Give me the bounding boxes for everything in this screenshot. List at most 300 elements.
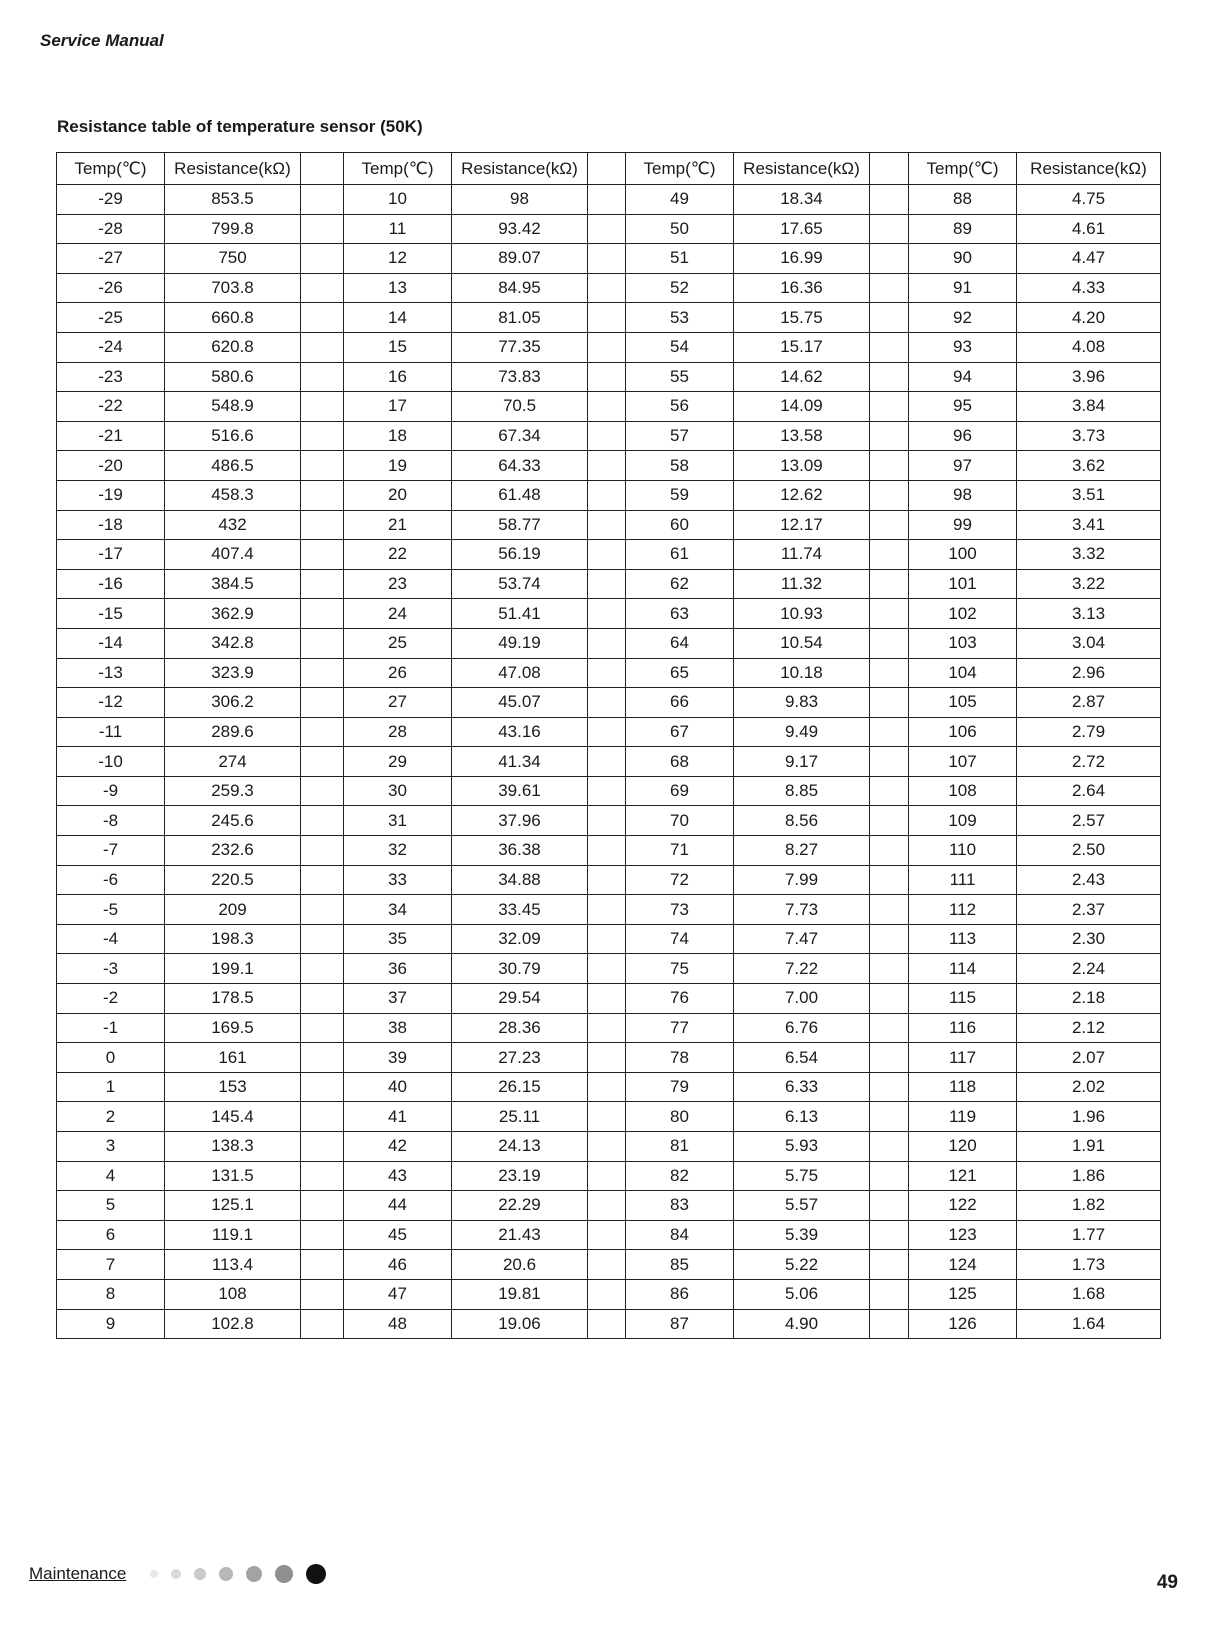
spacer-cell <box>870 362 909 392</box>
spacer-cell <box>588 1072 626 1102</box>
resistance-cell: 22.29 <box>452 1191 588 1221</box>
spacer-cell <box>870 806 909 836</box>
resistance-cell: 23.19 <box>452 1161 588 1191</box>
temp-cell: 6 <box>57 1220 165 1250</box>
resistance-cell: 13.09 <box>734 451 870 481</box>
resistance-cell: 6.33 <box>734 1072 870 1102</box>
spacer-cell <box>588 303 626 333</box>
resistance-cell: 4.75 <box>1017 185 1161 215</box>
resistance-cell: 3.13 <box>1017 599 1161 629</box>
temp-cell: 61 <box>626 540 734 570</box>
resistance-cell: 432 <box>165 510 301 540</box>
table-row <box>57 1279 1161 1309</box>
temp-cell: 106 <box>909 717 1017 747</box>
spacer-cell <box>588 569 626 599</box>
spacer-cell <box>588 332 626 362</box>
temp-cell: 25 <box>344 628 452 658</box>
temp-cell: 77 <box>626 1013 734 1043</box>
table-row <box>57 480 1161 510</box>
table-row <box>57 658 1161 688</box>
temp-cell: 50 <box>626 214 734 244</box>
table-row <box>57 540 1161 570</box>
resistance-cell: 131.5 <box>165 1161 301 1191</box>
temp-cell: 84 <box>626 1220 734 1250</box>
spacer-cell <box>588 362 626 392</box>
table-row <box>57 303 1161 333</box>
table-row <box>57 362 1161 392</box>
spacer-cell <box>588 688 626 718</box>
temp-cell: 34 <box>344 895 452 925</box>
table-row <box>57 895 1161 925</box>
temp-cell: 47 <box>344 1279 452 1309</box>
spacer-cell <box>870 303 909 333</box>
resistance-cell: 153 <box>165 1072 301 1102</box>
resistance-cell: 17.65 <box>734 214 870 244</box>
resistance-header: Resistance(kΩ) <box>734 153 870 185</box>
spacer-cell <box>870 392 909 422</box>
resistance-cell: 3.51 <box>1017 480 1161 510</box>
spacer-cell <box>301 599 344 629</box>
resistance-cell: 4.90 <box>734 1309 870 1339</box>
temp-cell: 15 <box>344 332 452 362</box>
temp-cell: -29 <box>57 185 165 215</box>
spacer-cell <box>870 836 909 866</box>
resistance-cell: 516.6 <box>165 421 301 451</box>
temp-header: Temp(℃) <box>626 153 734 185</box>
resistance-cell: 2.79 <box>1017 717 1161 747</box>
temp-cell: 63 <box>626 599 734 629</box>
temp-cell: 56 <box>626 392 734 422</box>
resistance-cell: 9.49 <box>734 717 870 747</box>
spacer-cell <box>301 185 344 215</box>
temp-cell: 88 <box>909 185 1017 215</box>
table-row <box>57 392 1161 422</box>
resistance-cell: 41.34 <box>452 747 588 777</box>
table-row <box>57 806 1161 836</box>
spacer-cell <box>870 747 909 777</box>
spacer-cell <box>870 984 909 1014</box>
table-row <box>57 1072 1161 1102</box>
resistance-cell: 4.47 <box>1017 244 1161 274</box>
table-row <box>57 451 1161 481</box>
temp-cell: 38 <box>344 1013 452 1043</box>
resistance-cell: 169.5 <box>165 1013 301 1043</box>
temp-cell: 82 <box>626 1161 734 1191</box>
resistance-cell: 6.13 <box>734 1102 870 1132</box>
temp-cell: -5 <box>57 895 165 925</box>
table-row <box>57 1191 1161 1221</box>
temp-cell: 53 <box>626 303 734 333</box>
spacer-cell <box>588 153 626 185</box>
temp-cell: 113 <box>909 924 1017 954</box>
temp-cell: -18 <box>57 510 165 540</box>
temp-cell: 109 <box>909 806 1017 836</box>
resistance-cell: 77.35 <box>452 332 588 362</box>
table-row <box>57 984 1161 1014</box>
temp-cell: 100 <box>909 540 1017 570</box>
resistance-cell: 1.68 <box>1017 1279 1161 1309</box>
spacer-cell <box>870 1132 909 1162</box>
resistance-cell: 2.18 <box>1017 984 1161 1014</box>
temp-cell: 101 <box>909 569 1017 599</box>
progress-dot-icon <box>306 1564 326 1584</box>
spacer-cell <box>301 1072 344 1102</box>
resistance-cell: 5.93 <box>734 1132 870 1162</box>
resistance-cell: 3.04 <box>1017 628 1161 658</box>
temp-cell: 49 <box>626 185 734 215</box>
spacer-cell <box>588 658 626 688</box>
table-row <box>57 332 1161 362</box>
spacer-cell <box>301 1279 344 1309</box>
resistance-cell: 2.96 <box>1017 658 1161 688</box>
temp-cell: 91 <box>909 273 1017 303</box>
progress-dot-icon <box>219 1567 233 1581</box>
progress-dot-icon <box>246 1566 262 1582</box>
temp-cell: 23 <box>344 569 452 599</box>
resistance-cell: 61.48 <box>452 480 588 510</box>
table-row <box>57 1102 1161 1132</box>
spacer-cell <box>870 1013 909 1043</box>
spacer-cell <box>301 244 344 274</box>
spacer-cell <box>588 1279 626 1309</box>
resistance-cell: 108 <box>165 1279 301 1309</box>
resistance-cell: 7.00 <box>734 984 870 1014</box>
resistance-cell: 660.8 <box>165 303 301 333</box>
temp-cell: 3 <box>57 1132 165 1162</box>
temp-cell: -16 <box>57 569 165 599</box>
spacer-cell <box>870 628 909 658</box>
resistance-cell: 9.83 <box>734 688 870 718</box>
temp-cell: 52 <box>626 273 734 303</box>
resistance-cell: 3.96 <box>1017 362 1161 392</box>
table-row <box>57 185 1161 215</box>
resistance-cell: 93.42 <box>452 214 588 244</box>
resistance-cell: 620.8 <box>165 332 301 362</box>
resistance-cell: 12.17 <box>734 510 870 540</box>
temp-cell: 87 <box>626 1309 734 1339</box>
spacer-cell <box>301 569 344 599</box>
spacer-cell <box>301 865 344 895</box>
table-row <box>57 510 1161 540</box>
temp-cell: 44 <box>344 1191 452 1221</box>
resistance-cell: 53.74 <box>452 569 588 599</box>
resistance-cell: 5.06 <box>734 1279 870 1309</box>
spacer-cell <box>588 1102 626 1132</box>
resistance-cell: 49.19 <box>452 628 588 658</box>
temp-cell: 43 <box>344 1161 452 1191</box>
resistance-cell: 232.6 <box>165 836 301 866</box>
spacer-cell <box>301 776 344 806</box>
resistance-cell: 13.58 <box>734 421 870 451</box>
resistance-cell: 29.54 <box>452 984 588 1014</box>
resistance-cell: 10.18 <box>734 658 870 688</box>
temp-cell: -26 <box>57 273 165 303</box>
spacer-cell <box>301 451 344 481</box>
spacer-cell <box>588 776 626 806</box>
temp-cell: 26 <box>344 658 452 688</box>
spacer-cell <box>870 273 909 303</box>
spacer-cell <box>870 153 909 185</box>
table-row <box>57 244 1161 274</box>
temp-cell: -3 <box>57 954 165 984</box>
temp-cell: 30 <box>344 776 452 806</box>
temp-cell: 125 <box>909 1279 1017 1309</box>
spacer-cell <box>588 214 626 244</box>
temp-cell: 83 <box>626 1191 734 1221</box>
table-row <box>57 1013 1161 1043</box>
spacer-cell <box>588 451 626 481</box>
temp-cell: 21 <box>344 510 452 540</box>
resistance-cell: 14.09 <box>734 392 870 422</box>
spacer-cell <box>870 599 909 629</box>
spacer-cell <box>588 747 626 777</box>
table-row <box>57 954 1161 984</box>
resistance-cell: 7.22 <box>734 954 870 984</box>
resistance-cell: 342.8 <box>165 628 301 658</box>
temp-cell: 112 <box>909 895 1017 925</box>
temp-cell: 121 <box>909 1161 1017 1191</box>
spacer-cell <box>301 153 344 185</box>
table-row <box>57 1250 1161 1280</box>
temp-cell: 17 <box>344 392 452 422</box>
temp-cell: -10 <box>57 747 165 777</box>
resistance-cell: 2.02 <box>1017 1072 1161 1102</box>
resistance-cell: 32.09 <box>452 924 588 954</box>
temp-cell: -17 <box>57 540 165 570</box>
table-row <box>57 865 1161 895</box>
spacer-cell <box>870 954 909 984</box>
spacer-cell <box>870 332 909 362</box>
progress-dots <box>150 1562 326 1586</box>
resistance-cell: 9.17 <box>734 747 870 777</box>
resistance-cell: 384.5 <box>165 569 301 599</box>
resistance-cell: 2.30 <box>1017 924 1161 954</box>
resistance-cell: 33.45 <box>452 895 588 925</box>
temp-cell: -24 <box>57 332 165 362</box>
resistance-cell: 24.13 <box>452 1132 588 1162</box>
temp-cell: -2 <box>57 984 165 1014</box>
resistance-cell: 20.6 <box>452 1250 588 1280</box>
resistance-cell: 407.4 <box>165 540 301 570</box>
resistance-cell: 853.5 <box>165 185 301 215</box>
spacer-cell <box>301 1250 344 1280</box>
temp-cell: 45 <box>344 1220 452 1250</box>
temp-cell: 105 <box>909 688 1017 718</box>
resistance-cell: 15.17 <box>734 332 870 362</box>
spacer-cell <box>870 1102 909 1132</box>
temp-cell: 19 <box>344 451 452 481</box>
resistance-cell: 8.85 <box>734 776 870 806</box>
spacer-cell <box>588 540 626 570</box>
resistance-cell: 138.3 <box>165 1132 301 1162</box>
resistance-cell: 28.36 <box>452 1013 588 1043</box>
resistance-cell: 3.73 <box>1017 421 1161 451</box>
resistance-cell: 16.36 <box>734 273 870 303</box>
resistance-cell: 3.41 <box>1017 510 1161 540</box>
temp-cell: 11 <box>344 214 452 244</box>
table-row <box>57 569 1161 599</box>
temp-cell: 94 <box>909 362 1017 392</box>
resistance-cell: 548.9 <box>165 392 301 422</box>
resistance-cell: 4.61 <box>1017 214 1161 244</box>
resistance-cell: 102.8 <box>165 1309 301 1339</box>
spacer-cell <box>301 1102 344 1132</box>
temp-cell: 103 <box>909 628 1017 658</box>
spacer-cell <box>301 1132 344 1162</box>
resistance-cell: 64.33 <box>452 451 588 481</box>
temp-cell: 104 <box>909 658 1017 688</box>
resistance-cell: 1.82 <box>1017 1191 1161 1221</box>
resistance-cell: 25.11 <box>452 1102 588 1132</box>
resistance-cell: 199.1 <box>165 954 301 984</box>
resistance-cell: 34.88 <box>452 865 588 895</box>
temp-cell: 70 <box>626 806 734 836</box>
resistance-cell: 4.33 <box>1017 273 1161 303</box>
resistance-cell: 81.05 <box>452 303 588 333</box>
temp-cell: 97 <box>909 451 1017 481</box>
spacer-cell <box>870 1043 909 1073</box>
temp-cell: 111 <box>909 865 1017 895</box>
resistance-cell: 6.54 <box>734 1043 870 1073</box>
spacer-cell <box>588 836 626 866</box>
temp-cell: 72 <box>626 865 734 895</box>
temp-cell: 119 <box>909 1102 1017 1132</box>
resistance-cell: 84.95 <box>452 273 588 303</box>
table-row <box>57 776 1161 806</box>
spacer-cell <box>301 895 344 925</box>
spacer-cell <box>870 1279 909 1309</box>
resistance-cell: 2.07 <box>1017 1043 1161 1073</box>
resistance-cell: 3.22 <box>1017 569 1161 599</box>
temp-cell: 89 <box>909 214 1017 244</box>
temp-cell: 126 <box>909 1309 1017 1339</box>
temp-cell: 78 <box>626 1043 734 1073</box>
resistance-cell: 703.8 <box>165 273 301 303</box>
spacer-cell <box>870 185 909 215</box>
spacer-cell <box>870 717 909 747</box>
temp-cell: -15 <box>57 599 165 629</box>
resistance-cell: 11.74 <box>734 540 870 570</box>
temp-cell: 117 <box>909 1043 1017 1073</box>
spacer-cell <box>301 806 344 836</box>
temp-cell: 75 <box>626 954 734 984</box>
resistance-cell: 259.3 <box>165 776 301 806</box>
spacer-cell <box>301 984 344 1014</box>
resistance-cell: 56.19 <box>452 540 588 570</box>
resistance-cell: 51.41 <box>452 599 588 629</box>
temp-cell: 7 <box>57 1250 165 1280</box>
resistance-cell: 43.16 <box>452 717 588 747</box>
table-row <box>57 214 1161 244</box>
resistance-cell: 58.77 <box>452 510 588 540</box>
temp-cell: 92 <box>909 303 1017 333</box>
resistance-cell: 486.5 <box>165 451 301 481</box>
spacer-cell <box>588 806 626 836</box>
spacer-cell <box>301 747 344 777</box>
temp-cell: -8 <box>57 806 165 836</box>
temp-cell: 60 <box>626 510 734 540</box>
spacer-cell <box>301 1013 344 1043</box>
temp-cell: 118 <box>909 1072 1017 1102</box>
temp-cell: 37 <box>344 984 452 1014</box>
spacer-cell <box>588 865 626 895</box>
spacer-cell <box>870 480 909 510</box>
temp-cell: -4 <box>57 924 165 954</box>
spacer-cell <box>870 510 909 540</box>
temp-cell: -6 <box>57 865 165 895</box>
temp-cell: 124 <box>909 1250 1017 1280</box>
spacer-cell <box>588 984 626 1014</box>
spacer-cell <box>870 421 909 451</box>
spacer-cell <box>588 924 626 954</box>
temp-cell: 85 <box>626 1250 734 1280</box>
temp-cell: 10 <box>344 185 452 215</box>
resistance-cell: 10.93 <box>734 599 870 629</box>
table-row <box>57 924 1161 954</box>
spacer-cell <box>588 599 626 629</box>
spacer-cell <box>588 895 626 925</box>
temp-cell: 48 <box>344 1309 452 1339</box>
spacer-cell <box>588 954 626 984</box>
temp-cell: 81 <box>626 1132 734 1162</box>
spacer-cell <box>301 1161 344 1191</box>
spacer-cell <box>588 421 626 451</box>
temp-cell: -22 <box>57 392 165 422</box>
spacer-cell <box>588 185 626 215</box>
temp-cell: 24 <box>344 599 452 629</box>
resistance-cell: 5.39 <box>734 1220 870 1250</box>
table-row <box>57 836 1161 866</box>
resistance-cell: 306.2 <box>165 688 301 718</box>
temp-cell: 73 <box>626 895 734 925</box>
temp-cell: 29 <box>344 747 452 777</box>
progress-dot-icon <box>150 1570 158 1578</box>
resistance-cell: 7.99 <box>734 865 870 895</box>
spacer-cell <box>301 332 344 362</box>
resistance-cell: 5.57 <box>734 1191 870 1221</box>
spacer-cell <box>588 510 626 540</box>
table-row <box>57 1132 1161 1162</box>
resistance-cell: 67.34 <box>452 421 588 451</box>
resistance-cell: 3.84 <box>1017 392 1161 422</box>
table-title: Resistance table of temperature sensor (50K) <box>57 117 423 136</box>
temp-cell: 8 <box>57 1279 165 1309</box>
temp-cell: 115 <box>909 984 1017 1014</box>
temp-cell: 32 <box>344 836 452 866</box>
resistance-cell: 26.15 <box>452 1072 588 1102</box>
spacer-cell <box>870 688 909 718</box>
section-link-maintenance[interactable]: Maintenance <box>29 1564 127 1583</box>
spacer-cell <box>870 569 909 599</box>
spacer-cell <box>588 273 626 303</box>
temp-cell: 4 <box>57 1161 165 1191</box>
temp-cell: 65 <box>626 658 734 688</box>
spacer-cell <box>870 1250 909 1280</box>
spacer-cell <box>870 776 909 806</box>
resistance-cell: 289.6 <box>165 717 301 747</box>
resistance-cell: 750 <box>165 244 301 274</box>
temp-cell: -20 <box>57 451 165 481</box>
temp-cell: 16 <box>344 362 452 392</box>
spacer-cell <box>301 688 344 718</box>
spacer-cell <box>588 480 626 510</box>
temp-cell: 71 <box>626 836 734 866</box>
resistance-cell: 8.27 <box>734 836 870 866</box>
resistance-cell: 1.96 <box>1017 1102 1161 1132</box>
temp-cell: -9 <box>57 776 165 806</box>
temp-cell: 122 <box>909 1191 1017 1221</box>
temp-cell: 20 <box>344 480 452 510</box>
